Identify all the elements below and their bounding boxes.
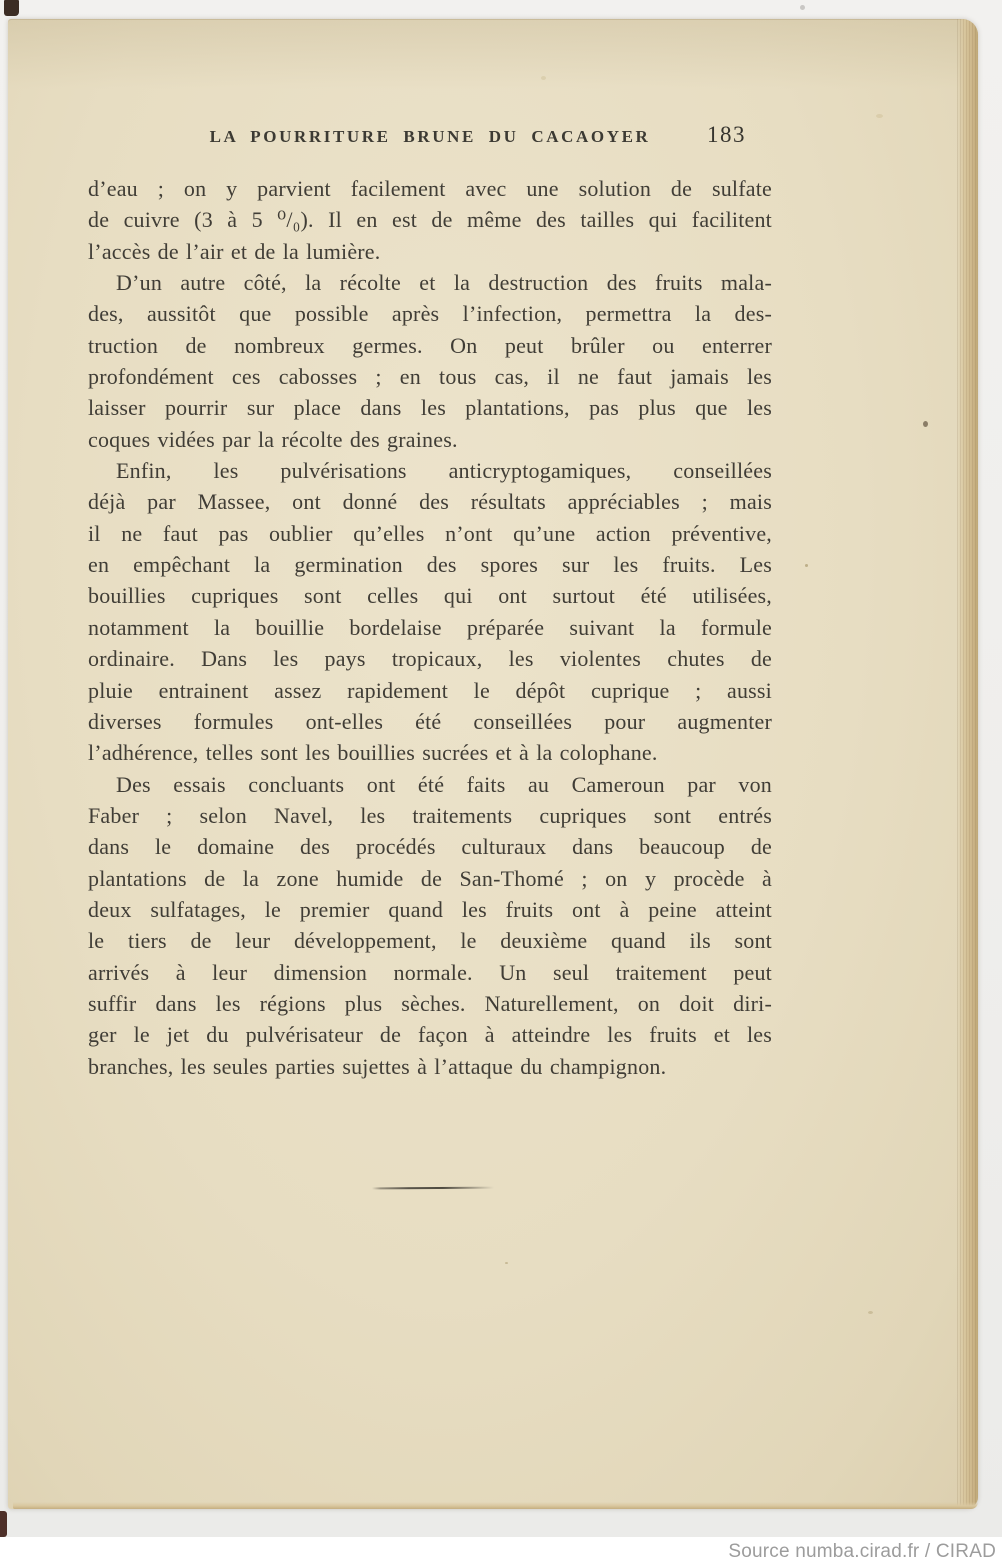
text-line: laisser pourrir sur place dans les plantations, pas plus que les: [88, 395, 772, 421]
running-title: LA POURRITURE BRUNE DU CACAOYER: [209, 127, 651, 146]
text-line: l’accès de l’air et de la lumière.: [88, 238, 381, 264]
paragraph: [88, 267, 772, 455]
text-line: le tiers de leur développement, le deuxième quand ils sont: [88, 928, 772, 954]
paper-speck: [876, 114, 883, 118]
source-attribution-text: Source numba.cirad.fr / CIRAD: [728, 1540, 996, 1562]
running-head: [88, 122, 772, 152]
text-line: deux sulfatages, le premier quand les fruits ont à peine atteint: [88, 896, 772, 922]
source-attribution-bar: [0, 1537, 1002, 1566]
page-stack-edge-right: [957, 19, 978, 1509]
text-line: plantations de la zone humide de San-Thomé ; on y procède à: [88, 865, 772, 891]
scan-dust-speck: [800, 5, 805, 10]
text-line: pluie entrainent assez rapidement le dépôt cuprique ; aussi: [88, 677, 772, 703]
text-line: bouillies cupriques sont celles qui ont surtout été utilisées,: [88, 583, 772, 609]
text-line: de cuivre (3 à 5 ⁰/₀). Il en est de même des tailles qui facilitent: [88, 207, 772, 233]
section-divider-rule: [372, 1187, 494, 1190]
text-line: l’adhérence, telles sont les bouillies sucrées et à la colophane.: [88, 740, 658, 766]
text-line: Des essais concluants ont été faits au Cameroun par von: [116, 771, 772, 797]
paragraph: [88, 173, 772, 267]
text-line: il ne faut pas oublier qu’elles n’ont qu’une action préventive,: [88, 520, 772, 546]
text-line: en empêchant la germination des spores sur les fruits. Les: [88, 552, 772, 578]
text-line: coques vidées par la récolte des graines.: [88, 426, 458, 452]
text-line: d’eau ; on y parvient facilement avec une solution de sulfate: [88, 176, 772, 201]
text-line: déjà par Massee, ont donné des résultats appréciables ; mais: [88, 489, 772, 515]
text-line: dans le domaine des procédés culturaux dans beaucoup de: [88, 834, 772, 860]
text-line: ger le jet du pulvérisateur de façon à atteindre les fruits et les: [88, 1022, 772, 1048]
text-line: diverses formules ont-elles été conseillées pour augmenter: [88, 708, 772, 734]
paper-speck: [505, 1262, 508, 1264]
text-line: des, aussitôt que possible après l’infection, permettra la des-: [88, 301, 772, 327]
text-line: suffir dans les régions plus sèches. Naturellement, on doit diri-: [88, 990, 772, 1016]
text-line: profondément ces cabosses ; en tous cas, il ne faut jamais les: [88, 364, 772, 390]
body-text: [88, 173, 772, 1082]
text-line: ordinaire. Dans les pays tropicaux, les violentes chutes de: [88, 646, 772, 672]
paragraph: [88, 455, 772, 768]
ink-speck: [923, 421, 928, 427]
text-line: truction de nombreux germes. On peut brûler ou enterrer: [88, 332, 772, 358]
text-line: Enfin, les pulvérisations anticryptogamiques, conseillées: [116, 458, 772, 484]
paper-speck: [805, 564, 808, 567]
page-number: 183: [707, 122, 746, 147]
paragraph: [88, 769, 772, 1082]
book-page: [8, 19, 978, 1509]
binding-fragment-bottom-left: [0, 1511, 7, 1537]
binding-fragment-top-left: [4, 0, 19, 16]
text-line: arrivés à leur dimension normale. Un seul traitement peut: [88, 959, 772, 985]
page-stack-edge-bottom: [13, 1502, 978, 1509]
paper-speck: [868, 1311, 873, 1314]
text-line: branches, les seules parties sujettes à l’attaque du champignon.: [88, 1053, 667, 1079]
paper-speck: [541, 76, 546, 80]
text-line: Faber ; selon Navel, les traitements cupriques sont entrés: [88, 802, 772, 828]
text-line: notamment la bouillie bordelaise préparée suivant la formule: [88, 614, 772, 640]
text-line: D’un autre côté, la récolte et la destruction des fruits mala-: [116, 270, 772, 296]
